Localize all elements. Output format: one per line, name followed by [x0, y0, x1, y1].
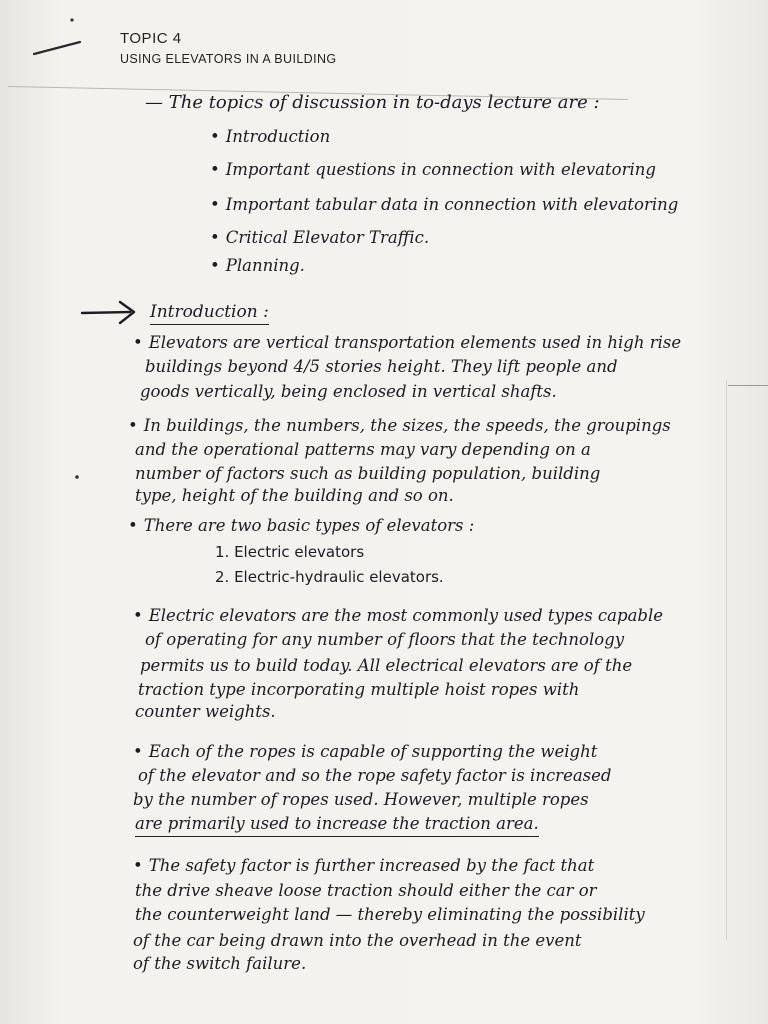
topic-title: TOPIC 4 [120, 30, 182, 47]
page-edge-shadow [726, 380, 727, 940]
paragraph-line: and the operational patterns may vary depending on a [135, 440, 591, 459]
paragraph-line: of operating for any number of floors that the technology [145, 630, 625, 649]
topic-item: • Important questions in connection with elevatoring [210, 160, 656, 179]
paragraph-line: number of factors such as building population, building [135, 464, 601, 483]
elevator-type-item: 2. Electric-hydraulic elevators. [215, 568, 444, 586]
arrow-right-icon [78, 298, 140, 328]
paragraph-line: • In buildings, the numbers, the sizes, the speeds, the groupings [128, 416, 671, 435]
paragraph-line: permits us to build today. All electrical elevators are of the [140, 656, 633, 675]
paragraph-line: by the number of ropes used. However, multiple ropes [133, 790, 589, 809]
paragraph-text: The safety factor is further increased by the fact that [148, 856, 595, 875]
margin-dot-mark [72, 470, 82, 484]
paragraph-text: Electric elevators are the most commonly used types capable [148, 606, 664, 625]
paragraph-line: • Elevators are vertical transportation elements used in high rise [133, 333, 682, 352]
topic-item-text: Planning. [225, 256, 305, 275]
topics-intro-line: — The topics of discussion in to-days lecture are : [145, 92, 600, 113]
paragraph-line: counter weights. [135, 702, 276, 721]
paragraph-line: • There are two basic types of elevators : [128, 516, 475, 535]
paragraph-line: of the elevator and so the rope safety factor is increased [138, 766, 612, 785]
section-heading-introduction: Introduction : [150, 302, 269, 325]
topic-item-text: Critical Elevator Traffic. [225, 228, 430, 247]
paragraph-line: the drive sheave loose traction should either the car or [135, 881, 597, 900]
topic-item: • Planning. [210, 256, 305, 275]
paragraph-line: goods vertically, being enclosed in vertical shafts. [140, 382, 557, 401]
paragraph-line: buildings beyond 4/5 stories height. They lift people and [145, 357, 618, 376]
topic-item-text: Important tabular data in connection with elevatoring [225, 195, 679, 214]
margin-dot-mark [66, 14, 78, 26]
paragraph-line: of the switch failure. [133, 954, 307, 973]
paragraph-text: Each of the ropes is capable of supporting the weight [148, 742, 598, 761]
paragraph-text: Elevators are vertical transportation elements used in high rise [148, 333, 682, 352]
topic-item: • Important tabular data in connection with elevatoring [210, 195, 679, 214]
topic-item: • Critical Elevator Traffic. [210, 228, 430, 247]
paragraph-line: • Electric elevators are the most commonly used types capable [133, 606, 664, 625]
topic-item-text: Introduction [225, 127, 331, 146]
paragraph-line: are primarily used to increase the traction area. [135, 812, 539, 837]
paragraph-line: • The safety factor is further increased by the fact that [133, 856, 595, 875]
margin-tick [728, 385, 768, 386]
paragraph-line: of the car being drawn into the overhead in the event [133, 931, 582, 950]
topic-item: • Introduction [210, 127, 331, 146]
paragraph-line: • Each of the ropes is capable of supporting the weight [133, 742, 598, 761]
paragraph-text: There are two basic types of elevators : [143, 516, 475, 535]
topic-subtitle: USING ELEVATORS IN A BUILDING [120, 52, 337, 66]
paragraph-line: the counterweight land — thereby eliminating the possibility [135, 905, 645, 924]
paragraph-line: traction type incorporating multiple hoist ropes with [138, 680, 580, 699]
paragraph-text: In buildings, the numbers, the sizes, the speeds, the groupings [143, 416, 671, 435]
topic-item-text: Important questions in connection with elevatoring [225, 160, 656, 179]
margin-pen-mark [30, 36, 86, 60]
paragraph-line: type, height of the building and so on. [135, 486, 454, 505]
elevator-type-item: 1. Electric elevators [215, 543, 365, 561]
